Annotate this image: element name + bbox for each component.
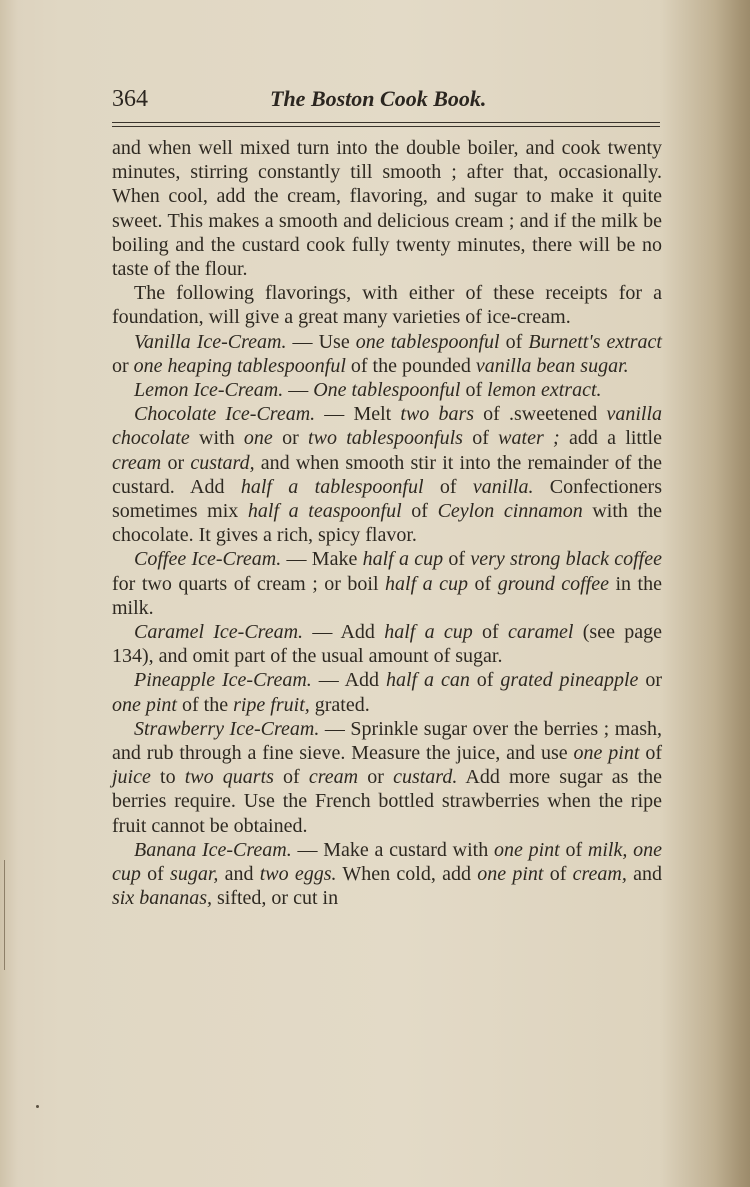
recipe-pineapple-ice-cream: Pineapple Ice-Cream. — Add half a can of grated pineapple or one pint of the ripe fruit, grated. <box>112 669 663 716</box>
running-title: The Boston Cook Book. <box>270 86 487 111</box>
page-number: 364 <box>112 86 148 112</box>
page-header <box>112 84 662 116</box>
recipe-chocolate-ice-cream: Chocolate Ice-Cream. — Melt two bars of .sweetened vanilla chocolate with one or two tablespoonfuls of water ; add a little cream or custard, and when smooth stir it into the remainder of the custard. Add half a tablespoonful of vanilla. Confectioners sometimes mix half a teaspoonful of Ceylon cinnamon with the chocolate. It gives a rich, spicy flavor. <box>112 403 662 547</box>
paragraph-flavorings-intro: The following flavorings, with either of these receipts for a foundation, will give a great many varieties of ice-cream. <box>112 282 662 329</box>
page-text <box>112 136 662 911</box>
recipe-coffee-ice-cream: Coffee Ice-Cream. — Make half a cup of very strong black coffee for two quarts of cream ; or boil half a cup of ground coffee in the milk. <box>112 548 662 619</box>
recipe-banana-ice-cream: Banana Ice-Cream. — Make a custard with one pint of milk, one cup of sugar, and two eggs. When cold, add one pint of cream, and six bananas, sifted, or cut in <box>112 838 662 910</box>
recipe-title: Chocolate Ice-Cream. <box>134 403 316 426</box>
paragraph-custard-continuation: and when well mixed turn into the double boiler, and cook twenty minutes, stirring constantly till smooth ; after that, occasionally. When cool, add the cream, flavoring, and sugar to make it quite sweet. This makes a smooth and delicious cream ; and if the milk be boiling and the custard cook fully twenty minutes, there will be no taste of the flour. <box>112 137 662 281</box>
recipe-title: Caramel Ice-Cream. <box>134 621 304 644</box>
recipe-caramel-ice-cream: Caramel Ice-Cream. — Add half a cup of caramel (see page 134), and omit part of the usual amount of sugar. <box>112 621 662 668</box>
recipe-vanilla-ice-cream: Vanilla Ice-Cream. — Use one tablespoonful of Burnett's extract or one heaping tablespoonful of the pounded vanilla bean sugar. <box>112 330 662 377</box>
paper-speck <box>36 1105 39 1108</box>
recipe-title: Pineapple Ice-Cream. <box>134 669 312 692</box>
recipe-title: Strawberry Ice-Cream. <box>134 717 320 740</box>
recipe-title: Lemon Ice-Cream. <box>134 379 284 402</box>
recipe-title: Coffee Ice-Cream. <box>134 548 282 571</box>
header-rule <box>112 122 660 127</box>
margin-pencil-mark <box>4 860 19 970</box>
recipe-lemon-ice-cream: Lemon Ice-Cream. — One tablespoonful of lemon extract. <box>134 379 602 402</box>
recipe-strawberry-ice-cream: Strawberry Ice-Cream. — Sprinkle sugar over the berries ; mash, and rub through a fine sieve. Measure the juice, and use one pint of juice to two quarts of cream or custard. Add more sugar as the berries require. Use the French bottled strawberries when the ripe fruit cannot be obtained. <box>112 717 662 837</box>
recipe-title: Banana Ice-Cream. <box>134 838 292 861</box>
recipe-title: Vanilla Ice-Cream. <box>134 330 287 353</box>
